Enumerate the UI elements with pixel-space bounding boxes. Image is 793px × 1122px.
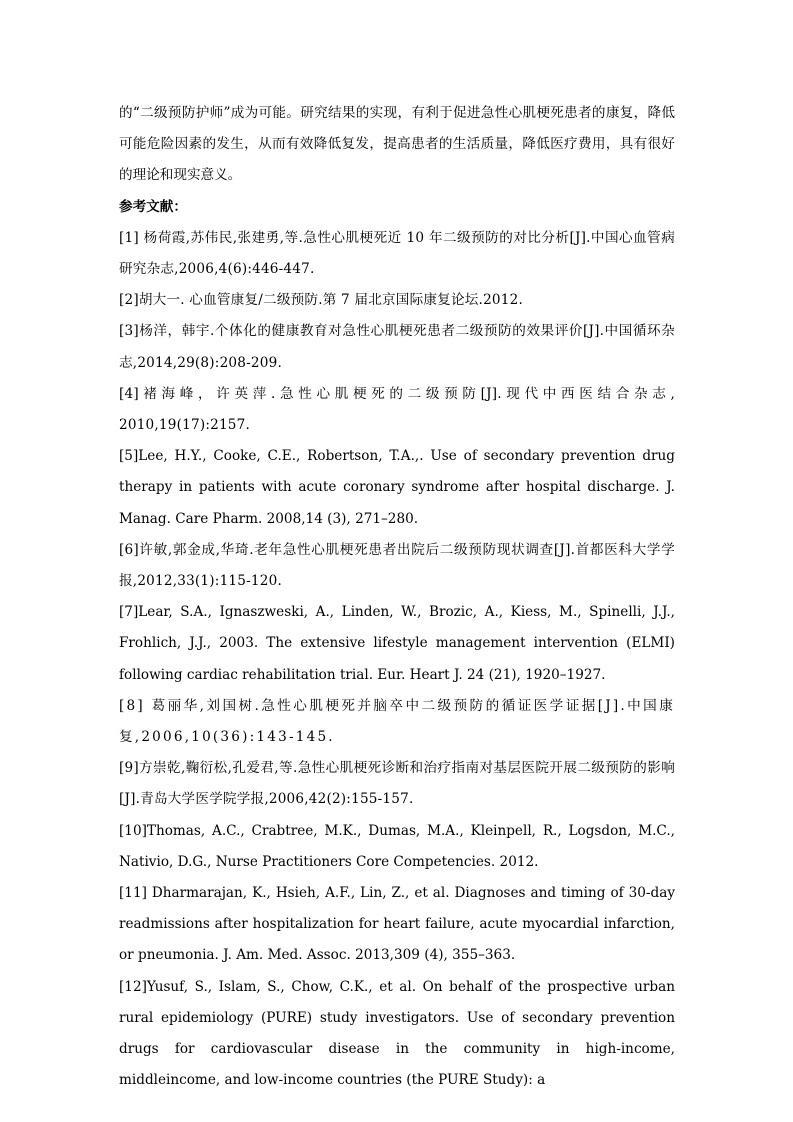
references-heading: 参考文献：: [119, 198, 187, 215]
reference-item-3: [3]杨洋，韩宇.个体化的健康教育对急性心肌梗死患者二级预防的效果评价[J].中国循环杂志,2014,29(8):208-209.: [119, 323, 675, 371]
reference-item-7: [7]Lear, S.A., Ignaszweski, A., Linden, W., Brozic, A., Kiess, M., Spinelli, J.J., Frohlich, J.J., 2003. The extensive lifestyle management intervention (ELMI) following cardiac rehabilitation trial. Eur. Heart J. 24 (21), 1920–1927.: [119, 604, 675, 683]
reference-item-6: [6]许敏,郭金成,华琦.老年急性心肌梗死患者出院后二级预防现状调查[J].首都医科大学学报,2012,33(1):115-120.: [119, 541, 675, 590]
reference-item-9: [9]方崇乾,鞠衍松,孔爱君,等.急性心肌梗死诊断和治疗指南对基层医院开展二级预防的影响[J].青岛大学医学院学报,2006,42(2):155-157.: [119, 760, 675, 808]
reference-item-12: [12]Yusuf, S., Islam, S., Chow, C.K., et al. On behalf of the prospective urban rural epidemiology (PURE) study investigators. Use of secondary prevention drugs for cardiovascular disease in the community in high-income, middleincome, and low-income countries (the PURE Study): a: [119, 978, 675, 1089]
reference-item-5: [5]Lee, H.Y., Cooke, C.E., Robertson, T.A.,. Use of secondary prevention drug therapy in patients with acute coronary syndrome after hospital discharge. J. Manag. Care Pharm. 2008,14 (3), 271–280.: [119, 448, 675, 527]
reference-item-4: [4]褚海峰，许英萍.急性心肌梗死的二级预防[J].现代中西医结合杂志, 2010,19(17):2157.: [119, 385, 675, 434]
reference-item-10: [10]Thomas, A.C., Crabtree, M.K., Dumas, M.A., Kleinpell, R., Logsdon, M.C., Nativio, D.G., Nurse Practitioners Core Competencies. 2012.: [119, 822, 675, 870]
body-paragraph: 的“二级预防护师”成为可能。研究结果的实现，有利于促进急性心肌梗死患者的康复，降低可能危险因素的发生，从而有效降低复发，提高患者的生活质量，降低医疗费用，具有很好的理论和现实意义。: [119, 105, 675, 184]
reference-item-8: [8] 葛丽华,刘国树.急性心肌梗死并脑卒中二级预防的循证医学证据[J].中国康复,2006,10(36):143-145.: [119, 697, 675, 746]
reference-item-11: [11] Dharmarajan, K., Hsieh, A.F., Lin, Z., et al. Diagnoses and timing of 30-day readmissions after hospitalization for heart failure, acute myocardial infarction, or pneumonia. J. Am. Med. Assoc. 2013,309 (4), 355–363.: [119, 885, 675, 964]
page-content: [119, 98, 675, 1097]
reference-item-2: [2]胡大一. 心血管康复/二级预防.第 7 届北京国际康复论坛.2012.: [119, 292, 523, 309]
reference-item-1: [1] 杨荷霞,苏伟民,张建勇,等.急性心肌梗死近 10 年二级预防的对比分析[J].中国心血管病研究杂志,2006,4(6):446-447.: [119, 229, 675, 278]
references-list: [119, 223, 675, 1097]
